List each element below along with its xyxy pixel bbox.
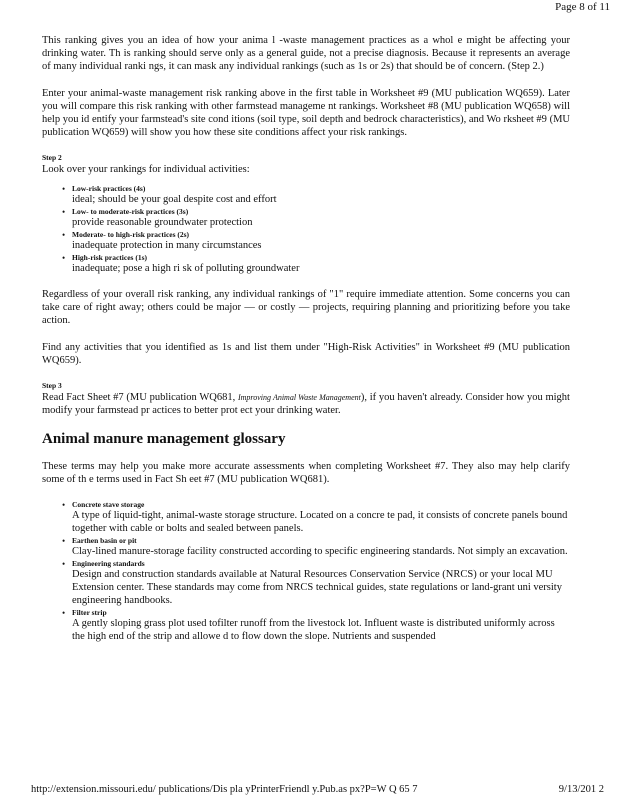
page-number: Page 8 of 11 bbox=[555, 1, 610, 13]
find-activities-paragraph: Find any activities that you identified as 1s and list them under "High-Risk Activities" in Worksheet #9 (MU publication WQ659). bbox=[42, 342, 570, 366]
list-item bbox=[72, 500, 570, 535]
step-3-paragraph bbox=[42, 391, 570, 417]
ranking-desc: provide reasonable groundwater protection bbox=[72, 217, 253, 228]
list-item bbox=[72, 559, 570, 607]
step-3-heading: Step 3 bbox=[42, 381, 62, 390]
glossary-list bbox=[42, 500, 570, 643]
step-3-text-after: ), if you haven't already. Consider how you might modify your farmstead pr actices to better prot ect your drinking water. bbox=[42, 392, 570, 416]
glossary-desc: A gently sloping grass plot used tofilter runoff from the livestock lot. Influent waste is distributed uniformly across the high end of the strip and allowe d to flow down the slope. Nutrients and suspended bbox=[72, 618, 555, 642]
list-item bbox=[72, 608, 570, 643]
ranking-desc: ideal; should be your goal despite cost and effort bbox=[72, 194, 277, 205]
ranking-desc: inadequate protection in many circumstances bbox=[72, 240, 262, 251]
ranking-term: • Low-risk practices (4s) bbox=[72, 184, 146, 193]
glossary-desc: A type of liquid-tight, animal-waste storage structure. Located on a concre te pad, it consists of concrete panels bound together with cable or bolts and sealed between panels. bbox=[72, 510, 568, 534]
intro-paragraph-2: Enter your animal-waste management risk ranking above in the first table in Worksheet #9 (MU publication WQ659). Later you will compare this risk ranking with other farmstead manageme nt rankings. Worksheet #8 (MU publication WQ658) will help you id entify your farmstead's site cond itions (soil type, soil depth and bedrock characteristics), and Wo rksheet #9 (MU publication WQ659) will show you how these site conditions affect your risk rankings. bbox=[42, 88, 570, 138]
glossary-title: Animal manure management glossary bbox=[42, 431, 286, 447]
ranking-list bbox=[42, 184, 570, 275]
list-item bbox=[72, 184, 570, 206]
list-item bbox=[72, 230, 570, 252]
page-footer bbox=[31, 783, 604, 796]
step-2-heading: Step 2 bbox=[42, 153, 62, 162]
glossary-desc: Clay-lined manure-storage facility constructed according to specific engineering standards. Not simply an excavation. bbox=[72, 546, 568, 557]
step-2-lead: Look over your rankings for individual activities: bbox=[42, 164, 250, 175]
glossary-term: • Engineering standards bbox=[72, 559, 145, 568]
footer-date: 9/13/201 2 bbox=[558, 784, 604, 795]
glossary-term: • Concrete stave storage bbox=[72, 500, 145, 509]
regardless-paragraph: Regardless of your overall risk ranking, any individual rankings of "1" require immediate attention. Some concerns you can take care of right away; others could be major — or costly — projects, requiring planning and prioritizing before you take action. bbox=[42, 289, 570, 326]
footer-url[interactable]: http://extension.missouri.edu/ publications/Dis pla yPrinterFriendl y.Pub.as px?P=W Q 65 7 bbox=[31, 784, 418, 795]
glossary-term: • Earthen basin or pit bbox=[72, 536, 137, 545]
ranking-term: • High-risk practices (1s) bbox=[72, 253, 147, 262]
glossary-desc: Design and construction standards available at Natural Resources Conservation Service (NRCS) or your local MU Extension center. These standards may come from NRCS technical guides, state regulations or land-grant uni versity engineering handbooks. bbox=[72, 569, 562, 606]
intro-paragraph-1: This ranking gives you an idea of how your anima l -waste management practices as a whol e might be affecting your drinking water. Th is ranking should serve only as a general guide, not a precise diagnosis. Because it represents an average of many individual ranki ngs, it can mask any individual rankings (such as 1s or 2s) that should be of concern. (Step 2.) bbox=[42, 35, 570, 72]
step-3-text-before: Read Fact Sheet #7 (MU publication WQ681, bbox=[42, 392, 236, 403]
list-item bbox=[72, 536, 570, 558]
ranking-desc: inadequate; pose a high ri sk of polluting groundwater bbox=[72, 263, 300, 274]
list-item bbox=[72, 253, 570, 275]
glossary-term: • Filter strip bbox=[72, 608, 107, 617]
ranking-term: • Moderate- to high-risk practices (2s) bbox=[72, 230, 190, 239]
list-item bbox=[72, 207, 570, 229]
document-body bbox=[42, 34, 570, 656]
fact-sheet-title: Improving Animal Waste Management bbox=[237, 393, 361, 402]
glossary-intro: These terms may help you make more accurate assessments when completing Worksheet #7. They also may help clarify some of th e terms used in Fact Sh eet #7 (MU publication WQ681). bbox=[42, 461, 570, 485]
ranking-term: • Low- to moderate-risk practices (3s) bbox=[72, 207, 189, 216]
